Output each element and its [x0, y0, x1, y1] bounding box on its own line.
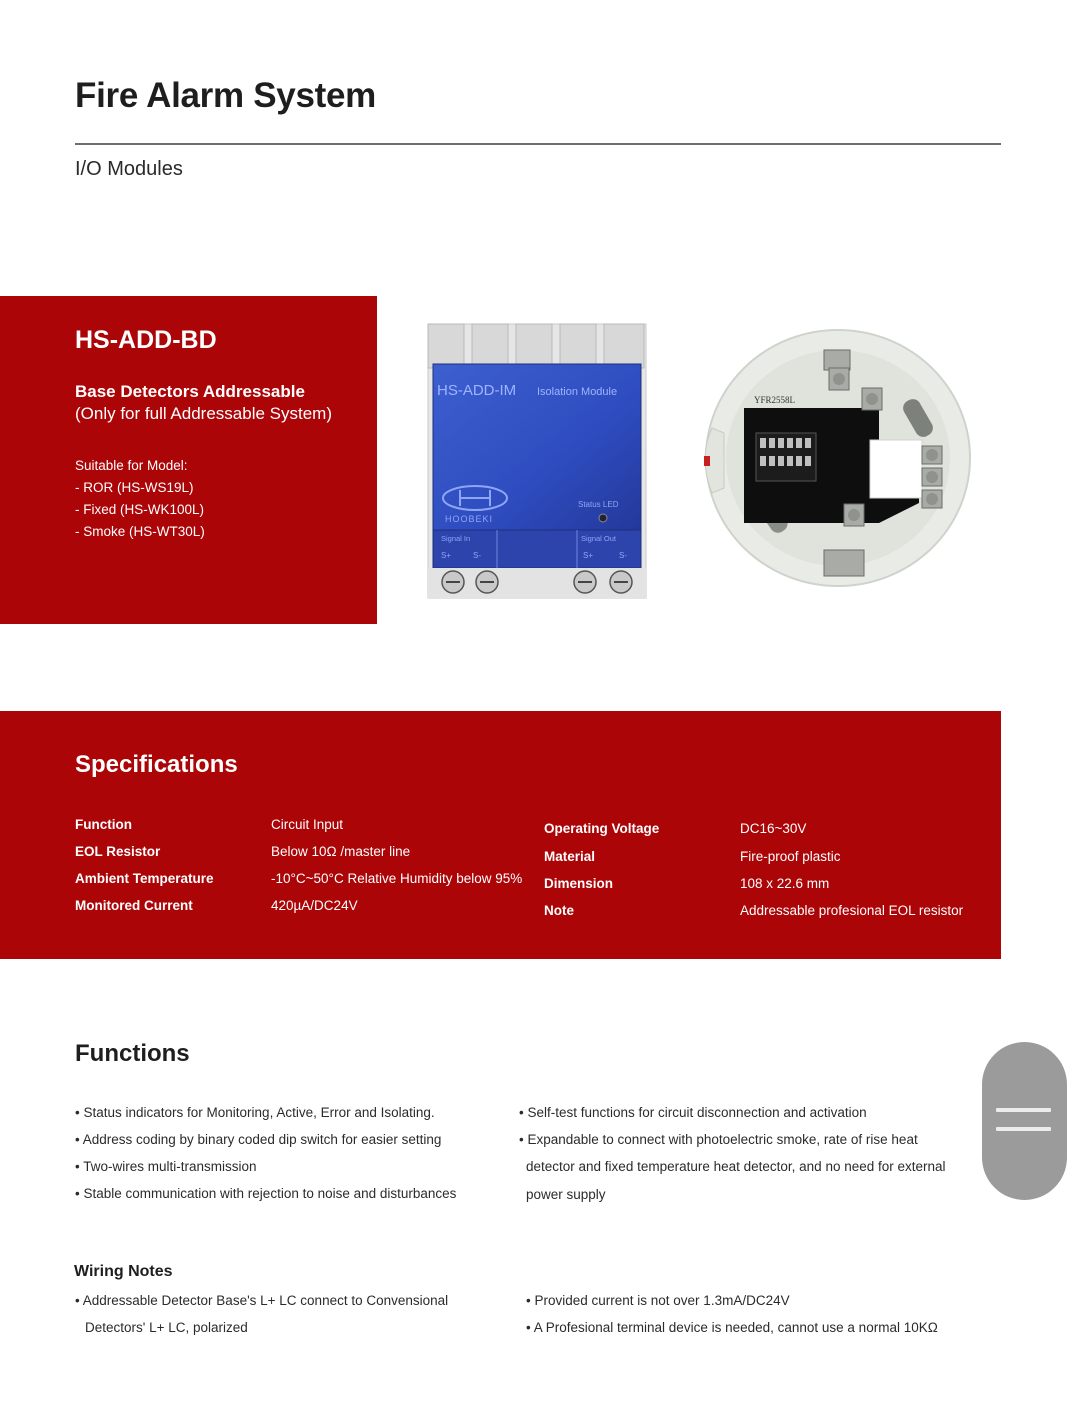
- function-item: • Expandable to connect with photoelectric smoke, rate of rise heat: [519, 1132, 918, 1147]
- wiring-notes-title: Wiring Notes: [74, 1263, 173, 1280]
- signal-out-label: Signal Out: [581, 534, 617, 543]
- spec-value: Addressable profesional EOL resistor: [740, 903, 964, 918]
- model-list: [75, 455, 205, 543]
- spec-value: Circuit Input: [271, 817, 344, 832]
- model-item: - ROR (HS-WS19L): [75, 480, 194, 495]
- spec-label: Note: [544, 903, 574, 918]
- specifications-panel: [0, 711, 1001, 959]
- product-panel: [0, 296, 377, 624]
- models-heading: Suitable for Model:: [75, 458, 188, 473]
- board-label: YFR2558L: [754, 395, 796, 405]
- spec-label: Operating Voltage: [544, 821, 660, 836]
- signal-in-label: Signal In: [441, 534, 471, 543]
- function-item-continued: detector and fixed temperature heat detector, and no need for external: [526, 1159, 946, 1174]
- model-item: - Smoke (HS-WT30L): [75, 524, 205, 539]
- terminal-label: S-: [473, 551, 481, 560]
- product-name: Base Detectors Addressable: [75, 382, 305, 401]
- spec-value: 108 x 22.6 mm: [740, 876, 830, 891]
- status-led-label: Status LED: [578, 500, 619, 509]
- menu-icon-line: [996, 1127, 1051, 1131]
- function-item: • Stable communication with rejection to noise and disturbances: [75, 1186, 457, 1201]
- model-item: - Fixed (HS-WK100L): [75, 502, 205, 517]
- terminal-label: S+: [441, 551, 452, 560]
- wiring-note-continued: Detectors' L+ LC, polarized: [85, 1320, 248, 1335]
- spec-value: Below 10Ω /master line: [271, 844, 411, 859]
- spec-value: -10°C~50°C Relative Humidity below 95%: [271, 871, 523, 886]
- function-item: • Status indicators for Monitoring, Active, Error and Isolating.: [75, 1105, 435, 1120]
- function-item: • Address coding by binary coded dip switch for easier setting: [75, 1132, 442, 1147]
- detector-base-image: [694, 328, 974, 590]
- module-model-label: HS-ADD-IM: [437, 382, 517, 399]
- wiring-note: • Provided current is not over 1.3mA/DC24V: [526, 1293, 790, 1308]
- isolation-module-image: [425, 320, 650, 602]
- menu-button[interactable]: [982, 1042, 1067, 1200]
- terminal-label: S-: [619, 551, 627, 560]
- function-item: • Two-wires multi-transmission: [75, 1159, 257, 1174]
- product-code: HS-ADD-BD: [75, 326, 217, 354]
- function-item: • Self-test functions for circuit disconnection and activation: [519, 1105, 867, 1120]
- spec-value: 420µA/DC24V: [271, 898, 358, 913]
- menu-icon-line: [996, 1108, 1051, 1112]
- product-note: (Only for full Addressable System): [75, 404, 332, 423]
- spec-label: Function: [75, 817, 132, 832]
- spec-label: Monitored Current: [75, 898, 193, 913]
- specifications-title: Specifications: [75, 751, 238, 778]
- terminal-label: S+: [583, 551, 594, 560]
- spec-value: Fire-proof plastic: [740, 849, 841, 864]
- functions-title: Functions: [75, 1040, 190, 1067]
- spec-label: Material: [544, 849, 596, 864]
- wiring-note: • A Profesional terminal device is needed, cannot use a normal 10KΩ: [526, 1320, 938, 1335]
- page-subtitle: I/O Modules: [75, 158, 183, 180]
- spec-value: DC16~30V: [740, 821, 807, 836]
- page-title: Fire Alarm System: [75, 76, 376, 115]
- function-item-continued: power supply: [526, 1187, 606, 1202]
- spec-label: Dimension: [544, 876, 614, 891]
- spec-label: Ambient Temperature: [75, 871, 214, 886]
- module-type-label: Isolation Module: [537, 386, 618, 398]
- spec-label: EOL Resistor: [75, 844, 161, 859]
- title-divider: [75, 143, 1001, 145]
- brand-label: HOOBEKI: [445, 514, 494, 524]
- wiring-note: • Addressable Detector Base's L+ LC connect to Convensional: [75, 1293, 449, 1308]
